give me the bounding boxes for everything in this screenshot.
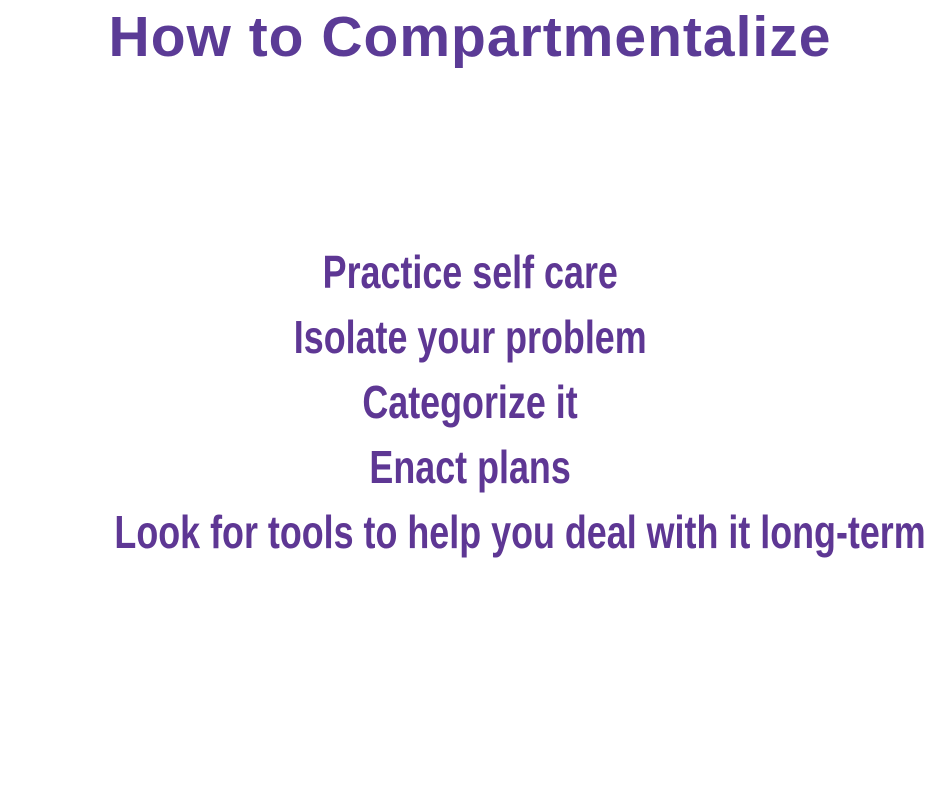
step-text: Enact plans: [369, 441, 571, 493]
step-text: Look for tools to help you deal with it long-term: [114, 506, 926, 558]
step-text: Isolate your problem: [293, 311, 647, 363]
poster-title: How to Compartmentalize: [108, 5, 832, 69]
step-text: Categorize it: [362, 376, 578, 428]
step-line: [0, 370, 940, 435]
step-text: Practice self care: [322, 246, 618, 298]
step-line: [0, 240, 940, 305]
step-line: [0, 500, 940, 565]
steps-list: [0, 240, 940, 565]
step-line: [0, 305, 940, 370]
step-line: [0, 435, 940, 500]
